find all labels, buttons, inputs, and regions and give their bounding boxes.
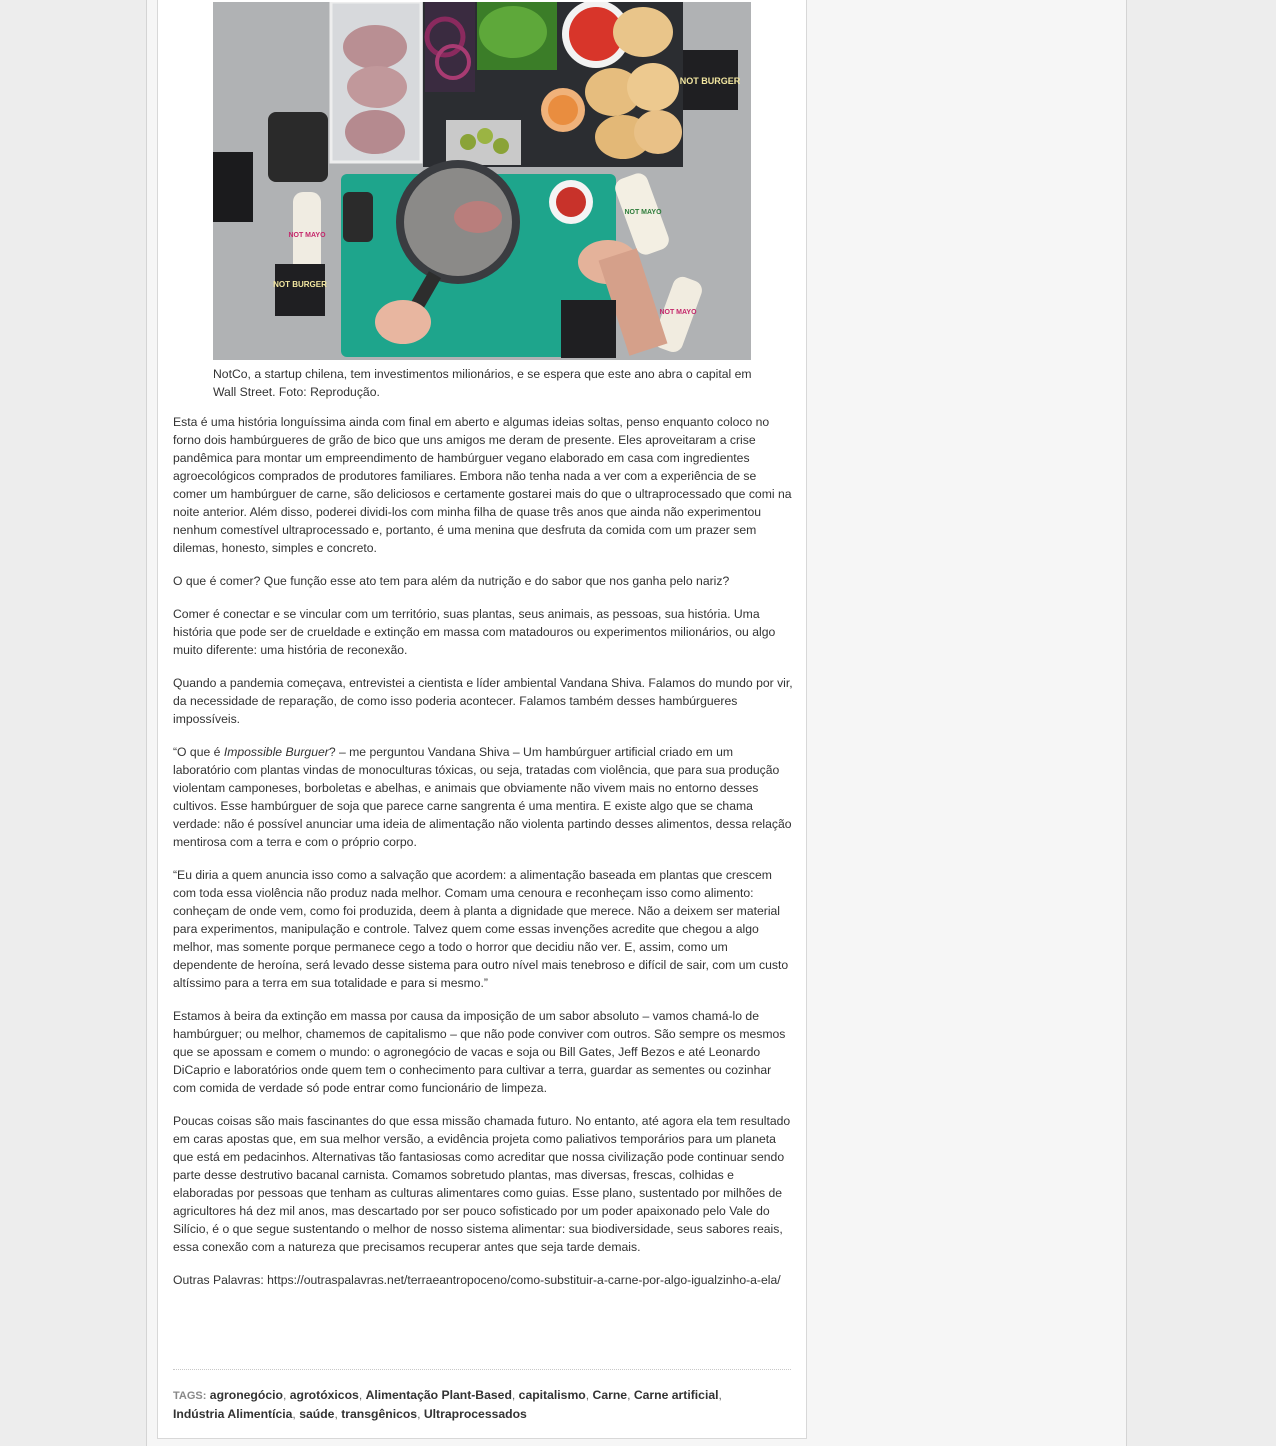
paragraph: “Eu diria a quem anuncia isso como a salvação que acordem: a alimentação baseada em plantas que crescem com toda essa violência não produz nada melhor. Comam uma cenoura e reconheçam isso como alimento: conheçam de onde vem, como foi produzida, deem à planta a dignidade que merece. Não a deixem ser material para experimentos, manipulação e controle. Talvez quem come essas invenções acredite que chegou a algo melhor, mas somente porque permanece cego a todo o horror que decidiu não ver. E, assim, como um dependente de heroína, será levado desse sistema para outro nível mais tenebroso e difícil de sair, com um custo altíssimo para a terra em sua totalidade e para si mesmo.” (173, 868, 789, 990)
photo-caption: NotCo, a startup chilena, tem investimentos milionários, e se espera que este ano abra o capital em Wall Street. Foto: Reprodução. (213, 367, 752, 399)
paragraph: O que é comer? Que função esse ato tem para além da nutrição e do sabor que nos ganha pelo nariz? (173, 574, 730, 588)
photo-label-not-mayo-1: NOT MAYO (288, 232, 326, 239)
photo-label-not-burger-2: NOT BURGER (273, 280, 327, 289)
tags-list: TAGS: agronegócio, agrotóxicos, Alimentação Plant-Based, capitalismo, Carne, Carne artificial, Indústria Alimentícia, saúde, transgênicos, Ultraprocessados (173, 1388, 722, 1421)
paragraph-quote (173, 743, 793, 851)
tags-label: TAGS: (173, 1390, 207, 1402)
article-photo (213, 2, 751, 360)
tag-link[interactable]: Ultraprocessados (423, 1407, 527, 1421)
tag-link[interactable]: Alimentação Plant-Based (365, 1388, 512, 1402)
tag-link[interactable]: capitalismo (518, 1388, 586, 1402)
paragraph: Estamos à beira da extinção em massa por causa da imposição de um sabor absoluto – vamos chamá-lo de hambúrguer; ou melhor, chamemos de capitalismo – que não pode conviver com outros. São sempre os mesmos que se apossam e comem o mundo: o agronegócio de vacas e soja ou Bill Gates, Jeff Bezos e até Leonardo DiCaprio e laboratórios onde quem tem o conhecimento para cultivar a terra, guardar as sementes ou cozinhar com comida de verdade só pode entrar como funcionário de limpeza. (173, 1009, 786, 1095)
page-container (146, 0, 1127, 1446)
quote-text-end: ? – me perguntou Vandana Shiva – Um hambúrguer artificial criado em um laboratório com plantas vindas de monoculturas tóxicas, ou seja, tratadas com violência, que para sua produção violentam camponeses, borboletas e abelhas, e animais que obviamente não vivem mais no entorno desses cultivos. Esse hambúrguer de soja que parece carne sangrenta é uma mentira. E existe algo que se chama verdade: não é possível anunciar uma ideia de alimentação não violenta partindo desses alimentos, dessa relação mentirosa com a terra e com o próprio corpo. (173, 745, 792, 849)
tag-link[interactable]: transgênicos (341, 1407, 418, 1421)
photo-label-not-mayo-2: NOT MAYO (624, 209, 662, 216)
paragraph: Poucas coisas são mais fascinantes do que essa missão chamada futuro. No entanto, até agora ela tem resultado em caras apostas que, em sua melhor versão, a evidência projeta como paliativos temporários para um planeta que está em pedacinhos. Alternativas tão fantasiosas como acreditar que nossa civilização pode continuar sendo parte desse destrutivo bacanal carnista. Comamos sobretudo plantas, mas diversas, frescas, colhidas e elaboradas por pessoas que tenham as culturas alimentares como guias. Esse plano, sustentado por milhões de agricultores há dez mil anos, mas descartado por ser pouco sofisticado por um poder apaixonado pelo Vale do Silício, é o que segue sustentando o melhor de nosso sistema alimentar: sua biodiversidade, seus sabores reais, essa conexão com a natureza que precisamos recuperar antes que seja tarde demais. (173, 1114, 791, 1254)
paragraph: Quando a pandemia começava, entrevistei a cientista e líder ambiental Vandana Shiva. Falamos do mundo por vir, da necessidade de reparação, de como isso poderia acontecer. Falamos também desses hambúrgueres impossíveis. (173, 676, 793, 726)
tags-divider (173, 1369, 791, 1370)
photo-label-not-burger-1: NOT BURGER (679, 76, 741, 86)
tag-link[interactable]: saúde (299, 1407, 335, 1421)
paragraph: Esta é uma história longuíssima ainda com final em aberto e algumas ideias soltas, penso enquanto coloco no forno dois hambúrgueres de grão de bico que uns amigos me deram de presente. Eles aproveitaram a crise pandêmica para montar um empreendimento de hambúrguer vegano elaborado em casa com ingredientes agroecológicos comprados de produtores familiares. Embora não tenha nada a ver com a experiência de se comer um hambúrguer de carne, são deliciosos e certamente gostarei mais do que o ultraprocessado que comi na noite anterior. Além disso, poderei dividi-los com minha filha de quase três anos que ainda não experimentou nenhum comestível ultraprocessado e, portanto, é uma menina que desfruta da comida com um prazer sem dilemas, honesto, simples e concreto. (173, 415, 792, 555)
article-body (173, 413, 793, 1304)
tag-link[interactable]: agronegócio (209, 1388, 283, 1402)
tag-link[interactable]: Carne artificial (633, 1388, 719, 1402)
tag-link[interactable]: agrotóxicos (289, 1388, 359, 1402)
paragraph: Comer é conectar e se vincular com um território, suas plantas, seus animais, as pessoas, sua história. Uma história que pode ser de crueldade e extinção em massa com matadouros ou experimentos milionários, ou algo muito diferente: uma história de reconexão. (173, 607, 776, 657)
tag-link[interactable]: Indústria Alimentícia (173, 1407, 293, 1421)
photo-label-not-mayo-3: NOT MAYO (659, 309, 697, 316)
tag-link[interactable]: Carne (592, 1388, 628, 1402)
quote-italic-title: Impossible Burguer (223, 745, 329, 759)
source-line: Outras Palavras: https://outraspalavras.net/terraeantropoceno/como-substituir-a-carne-por-algo-igualzinho-a-ela/ (173, 1273, 781, 1287)
quote-text-start: “O que é (173, 745, 224, 759)
article-panel (157, 0, 807, 1439)
